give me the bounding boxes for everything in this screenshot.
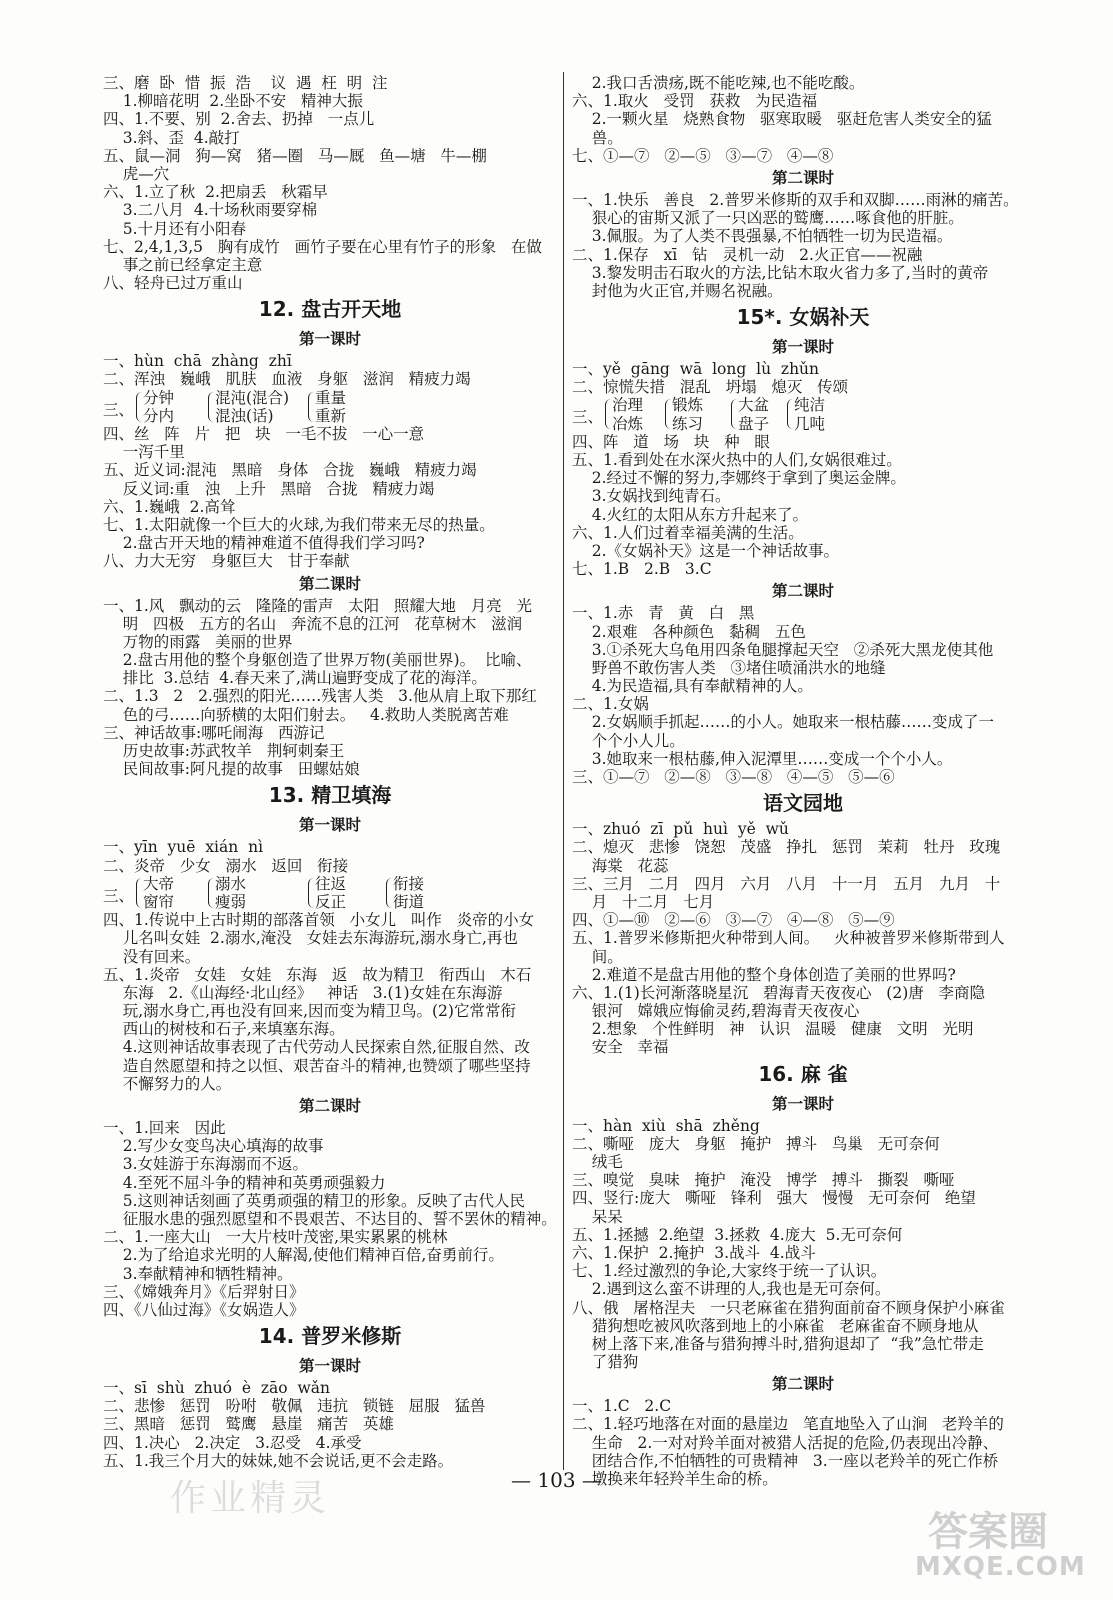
answer-line: 2.盘古用他的整个身躯创造了世界万物(美丽世界)。 比喻、	[103, 651, 532, 670]
brace-word: 大盆	[738, 396, 770, 415]
answer-line: 六、1.取火 受罚 获救 为民造福	[572, 92, 818, 111]
answer-line: 六、1.巍峨 2.高耸	[103, 497, 236, 516]
brace-word: 重新	[315, 406, 347, 425]
brace-word: 反正	[315, 892, 347, 911]
brace-word: 纯洁	[794, 396, 826, 415]
answer-line: 二、1.一座大山 一大片枝叶茂密,果实累累的桃林	[103, 1228, 448, 1247]
answer-line: 二、1.女娲	[572, 695, 649, 714]
answer-line: 4.火红的太阳从东方升起来了。	[572, 505, 808, 524]
answer-line: 八、力大无穷 身躯巨大 甘于奉献	[103, 552, 350, 571]
answer-line: 二、1.轻巧地落在对面的悬崖边 笔直地坠入了山涧 老羚羊的	[572, 1415, 1004, 1434]
brace-word: 街道	[393, 892, 425, 911]
answer-line: 一、yīn yuē xián nì	[103, 838, 264, 857]
question-number: 三、	[103, 400, 135, 419]
answer-line: 造自然愿望和持之以恒、艰苦奋斗的精神,也赞颂了哪些坚持	[103, 1056, 531, 1075]
brace-word: 分钟	[143, 388, 175, 407]
answer-line: 四、竖行:庞大 嘶哑 锋利 强大 慢慢 无可奈何 绝望	[572, 1189, 976, 1208]
answer-line: 六、1.保护 2.掩护 3.战斗 4.战斗	[572, 1243, 816, 1262]
answer-line: 四、①—⑩ ②—⑥ ③—⑦ ④—⑧ ⑤—⑨	[572, 911, 895, 930]
answer-line: 了猎狗	[572, 1353, 639, 1372]
answer-line: 二、悲惨 惩罚 吩咐 敬佩 违抗 锁链 屈服 猛兽	[103, 1397, 486, 1416]
answer-line: 东海 2.《山海经·北山经》 神话 3.(1)女娃在东海游	[103, 983, 503, 1002]
brace-group	[315, 875, 346, 911]
answer-line: 色的弓……向骄横的太阳们射去。 4.救助人类脱离苦难	[103, 705, 509, 724]
answer-line: 墩换来年轻羚羊生命的桥。	[572, 1470, 778, 1489]
answer-line: 安全 幸福	[572, 1038, 669, 1057]
answer-line: 二、1.保存 xī 钻 灵机一动 2.火正官——祝融	[572, 245, 923, 264]
answer-line: 七、2,4,1,3,5 胸有成竹 画竹子要在心里有竹子的形象 在做	[103, 237, 542, 256]
answer-line: 一、yě gāng wā long lù zhǔn	[572, 360, 820, 379]
brace-word: 几吨	[794, 414, 826, 433]
brace-group	[612, 396, 643, 432]
brace-group	[393, 875, 424, 911]
lesson-period-heading: 第一课时	[771, 1094, 834, 1113]
brace-word: 治理	[612, 396, 644, 415]
brace-word: 瘦弱	[215, 892, 247, 911]
answer-line: 六、1.人们过着幸福美满的生活。	[572, 523, 804, 542]
left-column	[103, 74, 557, 1470]
answer-line: 2.盘古开天地的精神难道不值得我们学习吗?	[103, 534, 425, 553]
answer-line: 2.我口舌溃疡,既不能吃辣,也不能吃酸。	[572, 74, 865, 92]
answer-line: 八、俄 屠格涅夫 一只老麻雀在猎狗面前奋不顾身保护小麻雀	[572, 1298, 1005, 1317]
answer-line: 虎—穴	[103, 164, 170, 183]
answer-line: 5.这则神话刻画了英勇顽强的精卫的形象。反映了古代人民	[103, 1191, 525, 1210]
brace-group	[143, 875, 174, 911]
answer-line: 没有回来。	[103, 947, 201, 966]
answer-line: 一、zhuó zī pǔ huì yě wǔ	[572, 820, 789, 839]
lesson-period-heading: 第二课时	[771, 1375, 834, 1394]
answer-line: 三、神话故事:哪吒闹海 西游记	[103, 723, 325, 742]
answer-line: 五、近义词:混沌 黑暗 身体 合拢 巍峨 精疲力竭	[103, 461, 477, 480]
lesson-period-heading: 第一课时	[298, 816, 361, 835]
answer-line: 2.难道不是盘古用他的整个身体创造了美丽的世界吗?	[572, 965, 956, 984]
answer-line: 2.写少女变鸟决心填海的故事	[103, 1137, 324, 1156]
answer-line: 猎狗想吃被风吹落到地上的小麻雀 老麻雀奋不顾身地从	[572, 1316, 979, 1335]
answer-line: 一泻千里	[103, 443, 185, 462]
answer-line: 2.《女娲补天》这是一个神话故事。	[572, 541, 839, 560]
brace-group	[215, 389, 289, 425]
lesson-period-heading: 第二课时	[298, 1097, 361, 1116]
brace-word: 盘子	[738, 414, 770, 433]
answer-line: 海棠 花蕊	[572, 856, 669, 875]
lesson-title: 15*. 女娲补天	[736, 305, 870, 330]
right-column	[572, 74, 1034, 1488]
brace-word: 分内	[143, 406, 175, 425]
page-number: — 103 —	[511, 1468, 602, 1492]
brace-word: 冶炼	[612, 414, 644, 433]
answer-line: 团结合作,不怕牺牲的可贵精神 3.一座以老羚羊的死亡作桥	[572, 1451, 999, 1470]
answer-line: 野兽不敢伤害人类 ③堵住喷涌洪水的地缝	[572, 658, 886, 677]
answer-line: 五、1.拯撼 2.绝望 3.拯救 4.庞大 5.无可奈何	[572, 1225, 903, 1244]
brace-answer-group	[103, 389, 557, 425]
answer-line: 四、丝 阵 片 把 块 一毛不拔 一心一意	[103, 425, 425, 444]
answer-line: 3.女娲找到纯青石。	[572, 487, 731, 506]
answer-line: 五、1.看到处在水深火热中的人们,女娲很难过。	[572, 451, 902, 470]
brace-group	[143, 389, 174, 425]
brace-word: 往返	[315, 874, 347, 893]
brace-answer-group	[572, 396, 1034, 432]
answer-line: 3.佩服。为了人类不畏强暴,不怕牺牲一切为民造福。	[572, 227, 953, 246]
answer-line: 八、轻舟已过万重山	[103, 274, 243, 293]
lesson-period-heading: 第二课时	[771, 582, 834, 601]
answer-line: 二、熄灭 悲惨 饶恕 茂盛 挣扎 惩罚 茉莉 牡丹 玫瑰	[572, 838, 1001, 857]
lesson-period-heading: 第二课时	[771, 168, 834, 187]
answer-line: 六、1.(1)长河渐落晓星沉 碧海青天夜夜心 (2)唐 李商隐	[572, 983, 986, 1002]
answer-line: 一、hàn xiù shā zhěng	[572, 1116, 760, 1135]
answer-line: 4.为民造福,具有奉献精神的人。	[572, 677, 813, 696]
answer-line: 4.至死不屈斗争的精神和英勇顽强毅力	[103, 1173, 386, 1192]
answer-line: 3.奉献精神和牺牲精神。	[103, 1264, 293, 1283]
answer-line: 3.女娃游于东海溺而不返。	[103, 1155, 308, 1174]
brace-group	[215, 875, 246, 911]
answer-line: 一、1.风 飘动的云 隆隆的雷声 太阳 照耀大地 月亮 光	[103, 596, 532, 615]
answer-line: 四、1.决心 2.决定 3.忍受 4.承受	[103, 1433, 362, 1452]
answer-line: 万物的雨露 美丽的世界	[103, 632, 293, 651]
answer-line: 二、惊慌失措 混乱 坍塌 熄灭 传颂	[572, 378, 849, 397]
lesson-title: 语文园地	[763, 791, 843, 816]
answer-line: 2.遇到这么蛮不讲理的人,我也是无可奈何。	[572, 1280, 891, 1299]
answer-line: 四、阵 道 场 块 种 眼	[572, 432, 770, 451]
answer-line: 生命 2.一对对羚羊面对被猎人活捉的危险,仍表现出冷静、	[572, 1433, 999, 1452]
lesson-title: 13. 精卫填海	[268, 783, 392, 808]
lesson-title: 16. 麻 雀	[758, 1061, 848, 1086]
lesson-period-heading: 第一课时	[298, 1357, 361, 1376]
watermark-left: 作业精灵	[170, 1478, 331, 1519]
answer-line: 玩,溺水身亡,再也没有回来,因而变为精卫鸟。(2)它常常衔	[103, 1002, 516, 1021]
answer-line: 封他为火正官,并赐名祝融。	[572, 281, 783, 300]
answer-line: 呆呆	[572, 1207, 623, 1226]
brace-answer-group	[103, 875, 557, 911]
answer-line: 三、《嫦娥奔月》《后羿射日》	[103, 1282, 305, 1301]
brace-word: 锻炼	[672, 396, 704, 415]
brace-word: 大帝	[143, 874, 175, 893]
answer-line: 一、hùn chā zhàng zhī	[103, 352, 292, 371]
lesson-period-heading: 第一课时	[771, 338, 834, 357]
answer-line: 绒毛	[572, 1153, 623, 1172]
answer-line: 一、1.C 2.C	[572, 1397, 672, 1416]
answer-line: 3.二八月 4.十场秋雨要穿棉	[103, 201, 318, 220]
brace-word: 衔接	[393, 874, 425, 893]
lesson-period-heading: 第一课时	[298, 330, 361, 349]
answer-line: 月 十二月 七月	[572, 892, 715, 911]
answer-line: 儿名叫女娃 2.溺水,淹没 女娃去东海游玩,溺水身亡,再也	[103, 929, 518, 948]
answer-line: 3.①杀死大乌龟用四条龟腿撑起天空 ②杀死大黑龙使其他	[572, 640, 994, 659]
answer-line: 三、①—⑦ ②—⑧ ③—⑧ ④—⑤ ⑤—⑥	[572, 768, 895, 787]
answer-line: 事之前已经拿定主意	[103, 255, 263, 274]
answer-line: 五、鼠—洞 狗—窝 猪—圈 马—厩 鱼—塘 牛—棚	[103, 146, 487, 165]
brace-word: 混沌(混合)	[215, 388, 290, 407]
lesson-title: 14. 普罗米修斯	[258, 1324, 402, 1349]
answer-line: 征服水患的强烈愿望和不畏艰苦、不达目的、誓不罢休的精神。	[103, 1209, 557, 1228]
answer-line: 间。	[572, 947, 623, 966]
answer-line: 1.柳暗花明 2.坐卧不安 精神大振	[103, 92, 363, 111]
answer-line: 七、①—⑦ ②—⑤ ③—⑦ ④—⑧	[572, 146, 834, 165]
answer-line: 2.女娲顺手抓起……的小人。她取来一根枯藤……变成了一	[572, 713, 994, 732]
answer-line: 兽。	[572, 128, 623, 147]
answer-line: 2.艰难 各种颜色 黏稠 五色	[572, 622, 806, 641]
answer-line: 二、浑浊 巍峨 肌肤 血液 身躯 滋润 精疲力竭	[103, 370, 471, 389]
lesson-title: 12. 盘古开天地	[258, 297, 402, 322]
answer-line: 七、1.B 2.B 3.C	[572, 560, 712, 579]
brace-word: 混浊(话)	[215, 406, 274, 425]
answer-line: 个个小人儿。	[572, 731, 685, 750]
answer-line: 明 四极 五方的名山 奔流不息的江河 花草树木 滋润	[103, 614, 523, 633]
answer-line: 3.她取来一根枯藤,伸入泥潭里……变成一个个小人。	[572, 749, 953, 768]
question-number: 三、	[103, 886, 135, 905]
answer-line: 四、《八仙过海》《女娲造人》	[103, 1300, 305, 1319]
answer-line: 一、1.赤 青 黄 白 黑	[572, 604, 755, 623]
brace-group	[672, 396, 703, 432]
brace-word: 练习	[672, 414, 704, 433]
answer-line: 银河 嫦娥应悔偷灵药,碧海青天夜夜心	[572, 1002, 860, 1021]
answer-line: 2.想象 个性鲜明 神 认识 温暖 健康 文明 光明	[572, 1020, 974, 1039]
answer-line: 二、1.3 2 2.强烈的阳光……残害人类 3.他从肩上取下那红	[103, 687, 537, 706]
answer-line: 三、黑暗 惩罚 鹫鹰 悬崖 痛苦 英雄	[103, 1415, 394, 1434]
lesson-period-heading: 第二课时	[298, 574, 361, 593]
answer-line: 2.经过不懈的努力,李娜终于拿到了奥运金牌。	[572, 469, 906, 488]
brace-word: 窗帘	[143, 892, 175, 911]
answer-line: 五、1.炎帝 女娃 女娃 东海 返 故为精卫 衔西山 木石	[103, 965, 532, 984]
answer-line: 4.这则神话故事表现了古代劳动人民探索自然,征服自然、改	[103, 1038, 530, 1057]
answer-line: 七、1.太阳就像一个巨大的火球,为我们带来无尽的热量。	[103, 515, 495, 534]
answer-line: 三、嗅觉 臭味 掩护 淹没 博学 搏斗 撕裂 嘶哑	[572, 1171, 955, 1190]
answer-line: 五、1.我三个月大的妹妹,她不会说话,更不会走路。	[103, 1451, 454, 1470]
answer-line: 2.一颗火星 烧熟食物 驱寒取暖 驱赶危害人类安全的猛	[572, 110, 992, 129]
answer-line: 历史故事:苏武牧羊 荆轲刺秦王	[103, 742, 345, 761]
answer-line: 四、1.传说中上古时期的部落首领 小女儿 叫作 炎帝的小女	[103, 911, 535, 930]
answer-line: 一、1.快乐 善良 2.普罗米修斯的双手和双脚……雨淋的痛苦。	[572, 190, 1019, 209]
column-divider	[563, 72, 564, 1470]
answer-line: 树上落下来,准备与猎狗搏斗时,猎狗退却了 “我”急忙带走	[572, 1334, 984, 1353]
answer-line: 六、1.立了秋 2.把扇丢 秋霜早	[103, 183, 328, 202]
answer-line: 二、嘶哑 庞大 身躯 掩护 搏斗 鸟巢 无可奈何	[572, 1134, 940, 1153]
watermark-logo: 答案圈	[928, 1509, 1048, 1555]
brace-group	[794, 396, 825, 432]
answer-line: 3.斜、歪 4.敲打	[103, 128, 240, 147]
answer-line: 3.黎发明击石取火的方法,比钻木取火省力多了,当时的黄帝	[572, 263, 989, 282]
answer-line: 不懈努力的人。	[103, 1074, 232, 1093]
answer-line: 四、1.不要、别 2.舍去、扔掉 一点儿	[103, 110, 375, 129]
answer-line: 反义词:重 浊 上升 黑暗 合拢 精疲力竭	[103, 479, 435, 498]
brace-group	[315, 389, 346, 425]
answer-line: 2.为了给追求光明的人解渴,使他们精神百倍,奋勇前行。	[103, 1246, 504, 1265]
answer-line: 5.十月还有小阳春	[103, 219, 246, 238]
answer-line: 三、三月 二月 四月 六月 八月 十一月 五月 九月 十	[572, 874, 1001, 893]
answer-line: 三、磨 卧 惜 振 浩 议 遇 枉 明 注	[103, 74, 388, 92]
watermark-url: MXQE.COM	[915, 1552, 1086, 1582]
answer-line: 一、sī shù zhuó è zāo wǎn	[103, 1379, 330, 1398]
question-number: 三、	[572, 408, 604, 427]
answer-line: 狠心的宙斯又派了一只凶恶的鹫鹰……啄食他的肝脏。	[572, 209, 964, 228]
brace-word: 溺水	[215, 874, 247, 893]
answer-line: 排比 3.总结 4.春天来了,满山遍野变成了花的海洋。	[103, 669, 487, 688]
answer-line: 五、1.普罗米修斯把火种带到人间。 火种被普罗米修斯带到人	[572, 929, 1005, 948]
answer-line: 七、1.经过激烈的争论,大家终于统一了认识。	[572, 1262, 887, 1281]
answer-line: 民间故事:阿凡提的故事 田螺姑娘	[103, 760, 360, 779]
brace-word: 重量	[315, 388, 347, 407]
brace-group	[738, 396, 769, 432]
answer-line: 二、炎帝 少女 溺水 返回 衔接	[103, 856, 349, 875]
answer-line: 西山的树枝和石子,来填塞东海。	[103, 1020, 345, 1039]
answer-line: 一、1.回来 因此	[103, 1119, 226, 1138]
